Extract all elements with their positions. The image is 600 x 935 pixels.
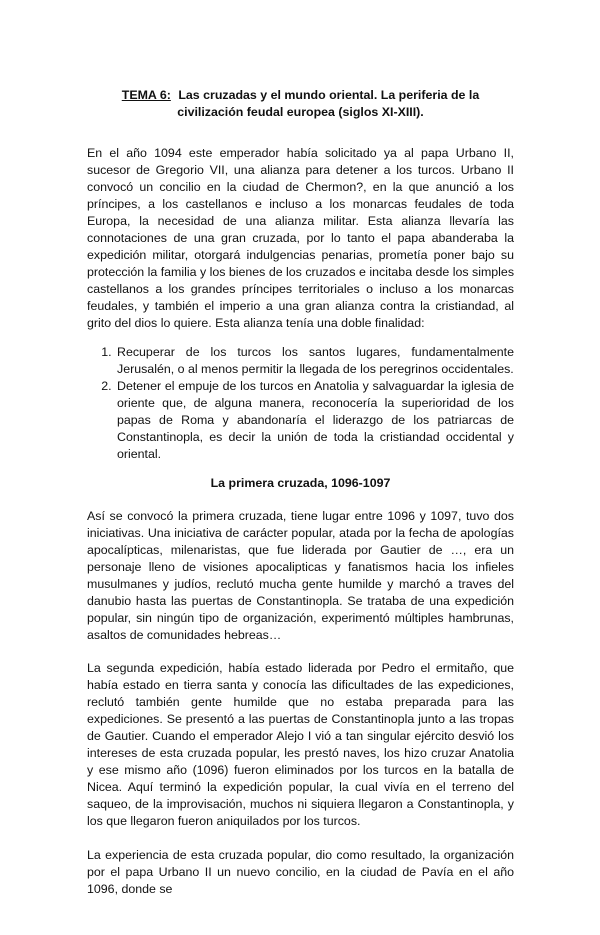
title-text: Las cruzadas y el mundo oriental. La periferia de la civilización feudal europea (siglos XI-XIII). xyxy=(177,88,480,119)
body-paragraph: Así se convocó la primera cruzada, tiene lugar entre 1096 y 1097, tuvo dos iniciativas. Una iniciativa de carácter popular, atada por la fecha de apologías apocalípticas, milenaristas, que fue liderada por Gautier de …, era un personaje lleno de visiones apocalipticas y fanatismos hacia los infieles musulmanes y judíos, reclutó mucha gente humilde y marchó a traves del danubio hasta las puertas de Constantinopla. Se trataba de una expedición popular, sin ningún tipo de organización, experimentó múltiples hambrunas, asaltos de comunidades hebreas… xyxy=(87,509,514,642)
list-item: 2. Detener el empuje de los turcos en Anatolia y salvaguardar la iglesia de oriente que, de alguna manera, reconocería la superioridad de los papas de Roma y abandonaría el liderazgo de los patriarcas de Constantinopla, es decir la unión de toda la cristiandad occidental y oriental. xyxy=(115,378,514,463)
body-paragraph: La segunda expedición, había estado liderada por Pedro el ermitaño, que había estado en tierra santa y conocía las dificultades de las expediciones, reclutó también gente humilde que no estaba preparada para las expediciones. Se presentó a las puertas de Constantinopla junto a las tropas de Gautier. Cuando el emperador Alejo I vió a tan singular ejército desvió los intereses de esta cruzada popular, les prestó naves, los hizo cruzar Anatolia y ese mismo año (1096) fueron eliminados por los turcos en la batalla de Nicea. Aquí terminó la expedición popular, la cual vivía en el terreno del saqueo, de la improvisación, muchos ni siquiera llegaron a Constantinopla, y los que llegaron fueron aniquilados por los turcos. xyxy=(87,661,514,828)
page-title xyxy=(87,87,514,121)
aims-list xyxy=(87,344,514,463)
title-prefix: TEMA 6: xyxy=(121,88,171,102)
intro-paragraph: En el año 1094 este emperador había solicitado ya al papa Urbano II, sucesor de Gregorio VII, una alianza para detener a los turcos. Urbano II convocó un concilio en la ciudad de Chermon?, en la que anunció a los príncipes, a los castellanos e incluso a los monarcas feudales de toda Europa, la necesidad de una alianza militar. Esta alianza llevaría las connotaciones de una gran cruzada, por lo tanto el papa abanderaba la expedición militar, otorgará indulgencias penarias, prometía poner bajo su protección la familia y los bienes de los cruzados e incitaba desde los simples castellanos a los grandes príncipes territoriales o incluso a los monarcas feudales, y también el imperio a una gran alianza contra la cristiandad, al grito del dios lo quiere. Esta alianza tenía una doble finalidad: xyxy=(87,146,515,330)
document-page xyxy=(0,87,600,935)
body-paragraph: La experiencia de esta cruzada popular, dio como resultado, la organización por el papa Urbano II un nuevo concilio, en la ciudad de Pavía en el año 1096, donde se xyxy=(87,848,514,896)
section-heading: La primera cruzada, 1096-1097 xyxy=(210,476,391,490)
list-item: 1. Recuperar de los turcos los santos lugares, fundamentalmente Jerusalén, o al menos permitir la llegada de los peregrinos occidentales. xyxy=(115,344,514,378)
